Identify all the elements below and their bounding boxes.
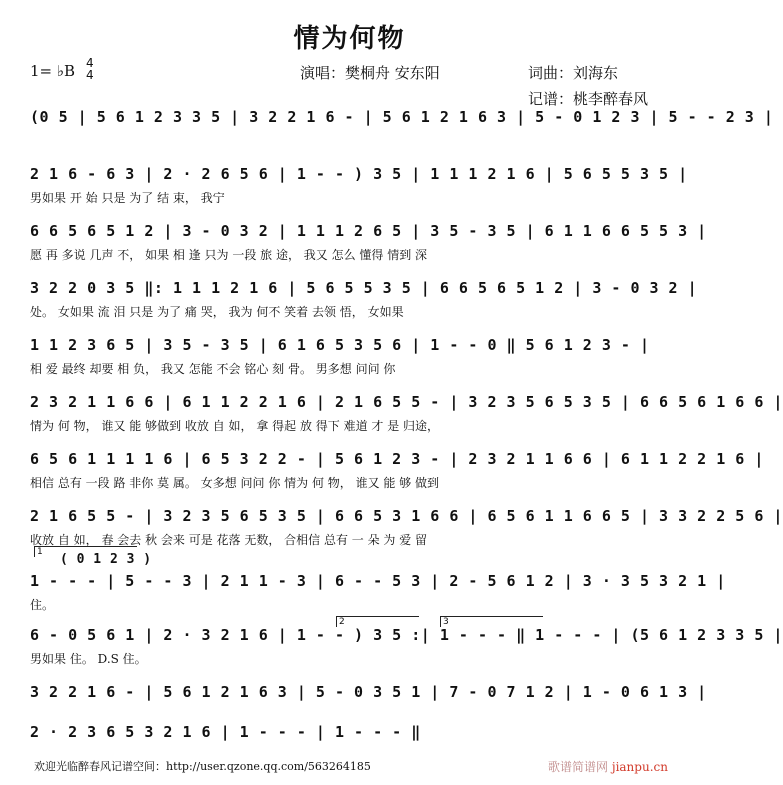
notes-line: 3 2 2 1 6 - | 5 6 1 2 1 6 3 | 5 - 0 3 5 1 | 7 - 0 7 1 2 | 1 - 0 6 1 3 |: [30, 683, 707, 701]
notes-line: 2 1 6 - 6 3 | 2 · 2 6 5 6 | 1 - - ) 3 5 | 1 1 1 2 1 6 | 5 6 5 5 3 5 |: [30, 165, 688, 183]
score-row-7: [30, 446, 764, 503]
notes-line: 6 5 6 1 1 1 1 6 | 6 5 3 2 2 - | 5 6 1 2 3 - | 2 3 2 1 1 6 6 | 6 1 1 2 2 1 6 |: [30, 450, 764, 468]
notes-line: 2 · 2 3 6 5 3 2 1 6 | 1 - - - | 1 - - - ‖: [30, 723, 421, 741]
lyrics-line: 相信 总有 一段 路 非你 莫 属。 女多想 问问 你 情为 何 物， 谁又 能 够 做到: [30, 476, 440, 490]
score-row-9: [30, 547, 726, 622]
notes-line: 2 1 6 5 5 - | 3 2 3 5 6 5 3 5 | 6 6 5 3 1 6 6 | 6 5 6 1 1 6 6 5 | 3 3 2 2 5 6 |: [30, 507, 783, 525]
volta-1: 1: [34, 546, 137, 557]
score-row-10: [30, 617, 783, 679]
notes-line: 3 2 2 0 3 5 ‖: 1 1 1 2 1 6 | 5 6 5 5 3 5 | 6 6 5 6 5 1 2 | 3 - 0 3 2 |: [30, 279, 698, 297]
notes-line: 6 6 5 6 5 1 2 | 3 - 0 3 2 | 1 1 1 2 6 5 | 3 5 - 3 5 | 6 1 1 6 6 5 5 3 |: [30, 222, 707, 240]
lyrics-line: [30, 132, 670, 152]
meter-bottom: 4: [86, 68, 94, 82]
score-row-2: [30, 161, 688, 218]
volta-3: 3: [440, 616, 543, 627]
score-row-4: [30, 275, 698, 332]
footer-credit: 欢迎光临醉春风记谱空间：http://user.qzone.qq.com/563264185: [34, 760, 371, 773]
site-watermark: [548, 758, 668, 775]
singers-credit: 演唱：樊桐舟 安东阳: [300, 64, 440, 82]
score-row-6: [30, 389, 783, 446]
lyrics-line: 相 爱 最终 却要 相 负， 我又 怎能 不会 铭心 刻 骨。 男多想 问问 你: [30, 362, 396, 376]
notes-line: 1 1 2 3 6 5 | 3 5 - 3 5 | 6 1 6 5 3 5 6 | 1 - - 0 ‖ 5 6 1 2 3 - |: [30, 336, 650, 354]
score: [30, 104, 783, 759]
watermark-site: 歌谱简谱网: [548, 760, 609, 774]
key-signature: 1= ♭B: [30, 62, 75, 80]
lyrics-line: 收放 自 如， 春 会去 秋 会来 可是 花落 无数， 合相信 总有 一 朵 为 爱 留: [30, 533, 428, 547]
volta-2: 2: [336, 616, 419, 627]
notes-line: 6 - 0 5 6 1 | 2 · 3 2 1 6 | 1 - - ) 3 5 :| 1 - - - ‖ 1 - - - | (5 6 1 2 3 3 5 |: [30, 626, 783, 644]
notes-line: 2 3 2 1 1 6 6 | 6 1 1 2 2 1 6 | 2 1 6 5 5 - | 3 2 3 5 6 5 3 5 | 6 6 5 6 1 6 6 |: [30, 393, 783, 411]
score-row-1: [30, 104, 774, 161]
score-row-12: [30, 719, 670, 759]
lyrics-line: 住。: [30, 598, 55, 612]
watermark-url: jianpu.cn: [611, 760, 668, 774]
lyrics-line: 男如果 住。 D.S 住。: [30, 652, 147, 666]
notes-line: 1 - - - | 5 - - 3 | 2 1 1 - 3 | 6 - - 5 3 | 2 - 5 6 1 2 | 3 · 3 5 3 2 1 |: [30, 572, 726, 590]
lyrics-line: 愿 再 多说 几声 不， 如果 相 逢 只为 一段 旅 途， 我又 怎么 懂得 情到 深: [30, 248, 428, 262]
time-signature: [86, 57, 94, 81]
score-row-5: [30, 332, 670, 389]
pickup-notes: ( 0 1 2 3 ): [60, 552, 152, 567]
song-title: 情为何物: [293, 24, 406, 54]
score-row-11: [30, 679, 707, 719]
meter-top: 4: [86, 56, 94, 70]
lyrics-line: 情为 何 物， 谁又 能 够做到 收放 自 如， 拿 得起 放 得下 难道 才 是 归途，: [30, 419, 440, 433]
notes-line: (0 5 | 5 6 1 2 3 3 5 | 3 2 2 1 6 - | 5 6 1 2 1 6 3 | 5 - 0 1 2 3 | 5 - - 2 3 |: [30, 108, 774, 126]
score-row-3: [30, 218, 707, 275]
composer-credit: 词曲：刘海东: [528, 64, 619, 82]
lyrics-line: 处。 女如果 流 泪 只是 为了 痛 哭， 我为 何不 笑着 去领 悟， 女如果: [30, 305, 404, 319]
scribe-credit: 记谱：桃李醉春风: [528, 90, 649, 108]
lyrics-line: 男如果 开 始 只是 为了 结 束， 我宁: [30, 191, 225, 205]
